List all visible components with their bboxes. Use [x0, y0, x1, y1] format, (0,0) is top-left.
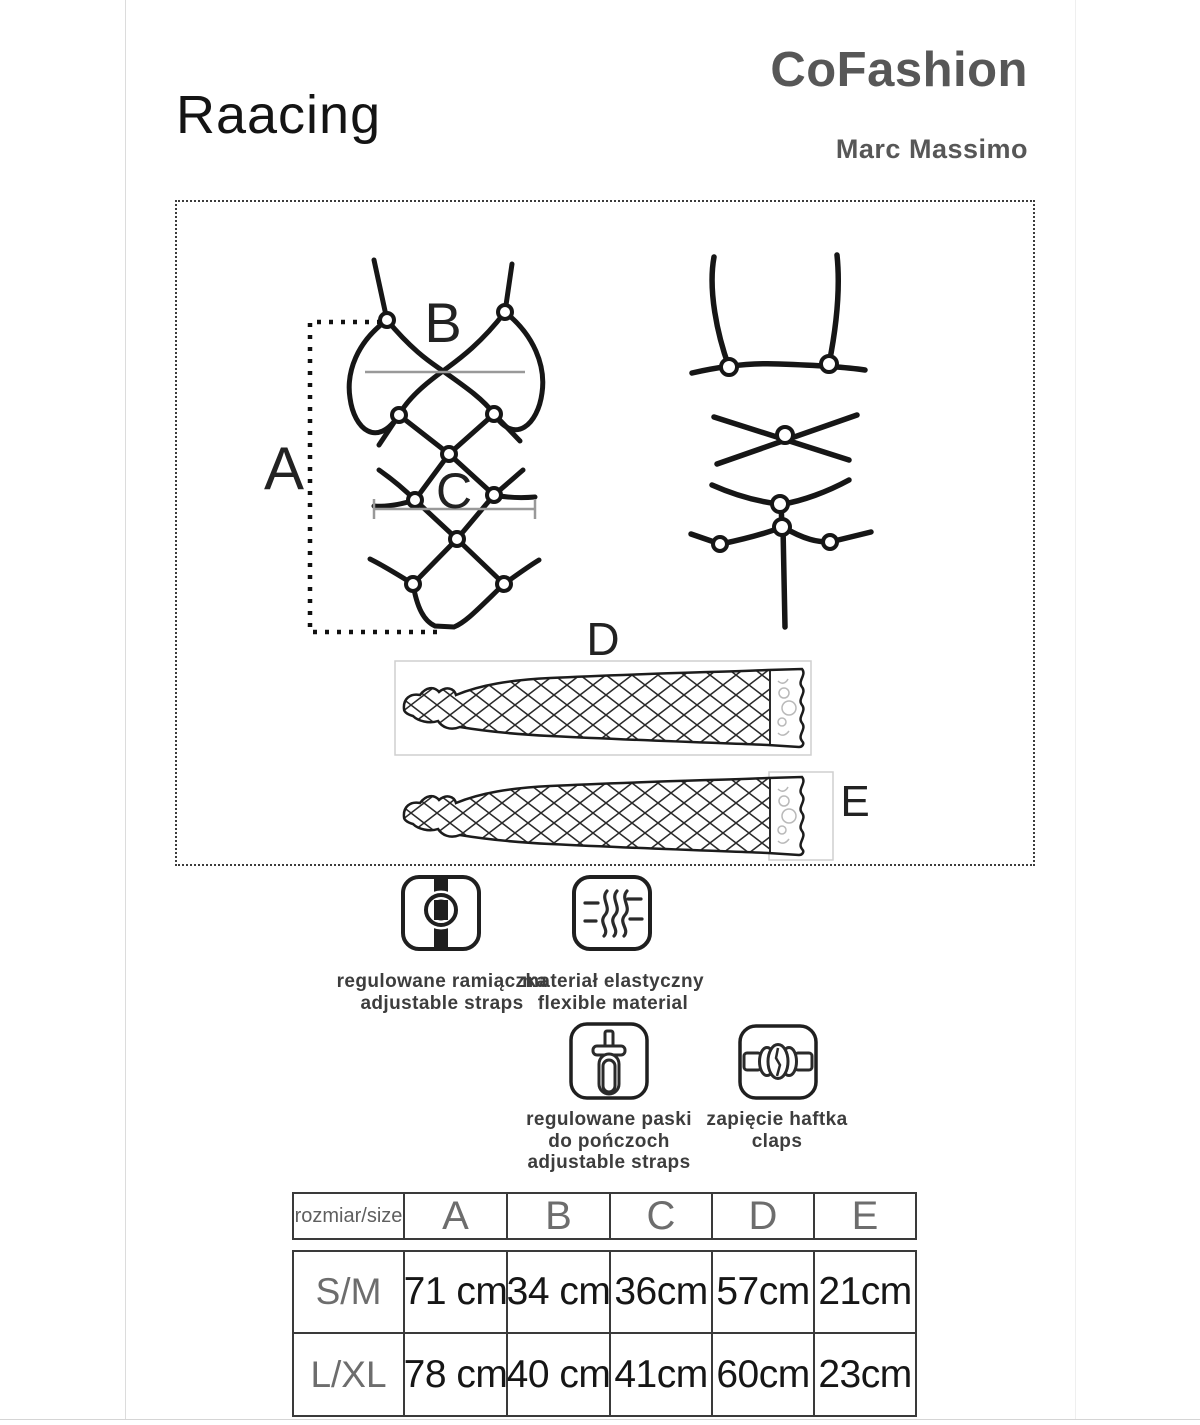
size-table-header: [292, 1192, 917, 1240]
feature-caption-clasp: zapięcie haftka claps: [706, 1109, 848, 1152]
feature-caption-flexible-material: materiał elastyczny flexible material: [522, 971, 704, 1014]
size-table-value: 41cm: [611, 1334, 713, 1415]
measure-label-e: E: [840, 777, 870, 826]
clasp-hook-icon: [737, 1023, 819, 1101]
measure-label-d: D: [586, 613, 620, 665]
garter-clip-icon: [568, 1021, 650, 1101]
stocking-2-drawing: [398, 773, 803, 859]
back-view-rings: [713, 356, 837, 551]
size-table-value: 71 cm: [405, 1252, 508, 1334]
size-table-value: 21cm: [815, 1252, 915, 1334]
size-table-value: 36cm: [611, 1252, 713, 1334]
page-bottom-border: [0, 1419, 1200, 1420]
size-table-header-cell: C: [611, 1194, 713, 1239]
measurement-diagram-box: [175, 200, 1035, 866]
product-title: Raacing: [176, 85, 382, 145]
size-table-value: 57cm: [713, 1252, 815, 1334]
feature-caption-garter-straps: regulowane paski do pończoch adjustable straps: [526, 1109, 692, 1174]
adjustable-strap-ring-icon: [400, 874, 482, 952]
size-table-row-label: L/XL: [294, 1334, 405, 1415]
flexible-material-waves-icon: [571, 874, 653, 952]
measure-a-bracket: [310, 322, 445, 632]
page-right-border: [1075, 0, 1076, 1420]
size-table-header-cell: D: [713, 1194, 815, 1239]
designer-name: Marc Massimo: [835, 134, 1028, 164]
brand-logo-text: CoFashion: [770, 43, 1028, 97]
size-table-header-cell: A: [405, 1194, 508, 1239]
size-table-header-cell: rozmiar/size: [294, 1194, 405, 1239]
size-table-value: 23cm: [818, 1352, 912, 1396]
size-table-header-cell: B: [508, 1194, 611, 1239]
size-table-value: 40 cm: [508, 1334, 611, 1415]
size-table-row-label: S/M: [294, 1252, 405, 1334]
diagram-canvas: [177, 202, 1033, 864]
size-table-body: [292, 1250, 917, 1417]
stocking-1-drawing: [398, 665, 803, 751]
size-table-value: 34 cm: [508, 1252, 611, 1334]
page-left-border: [125, 0, 126, 1420]
feature-caption-adjustable-straps: regulowane ramiączka adjustable straps: [336, 971, 548, 1014]
size-table-value: 78 cm: [405, 1334, 508, 1415]
measure-label-b: B: [424, 291, 462, 354]
size-table-value: 60cm: [713, 1334, 815, 1415]
size-table-header-cell: E: [851, 1194, 879, 1238]
measure-label-a: A: [263, 435, 305, 502]
measure-label-c: C: [435, 463, 473, 519]
